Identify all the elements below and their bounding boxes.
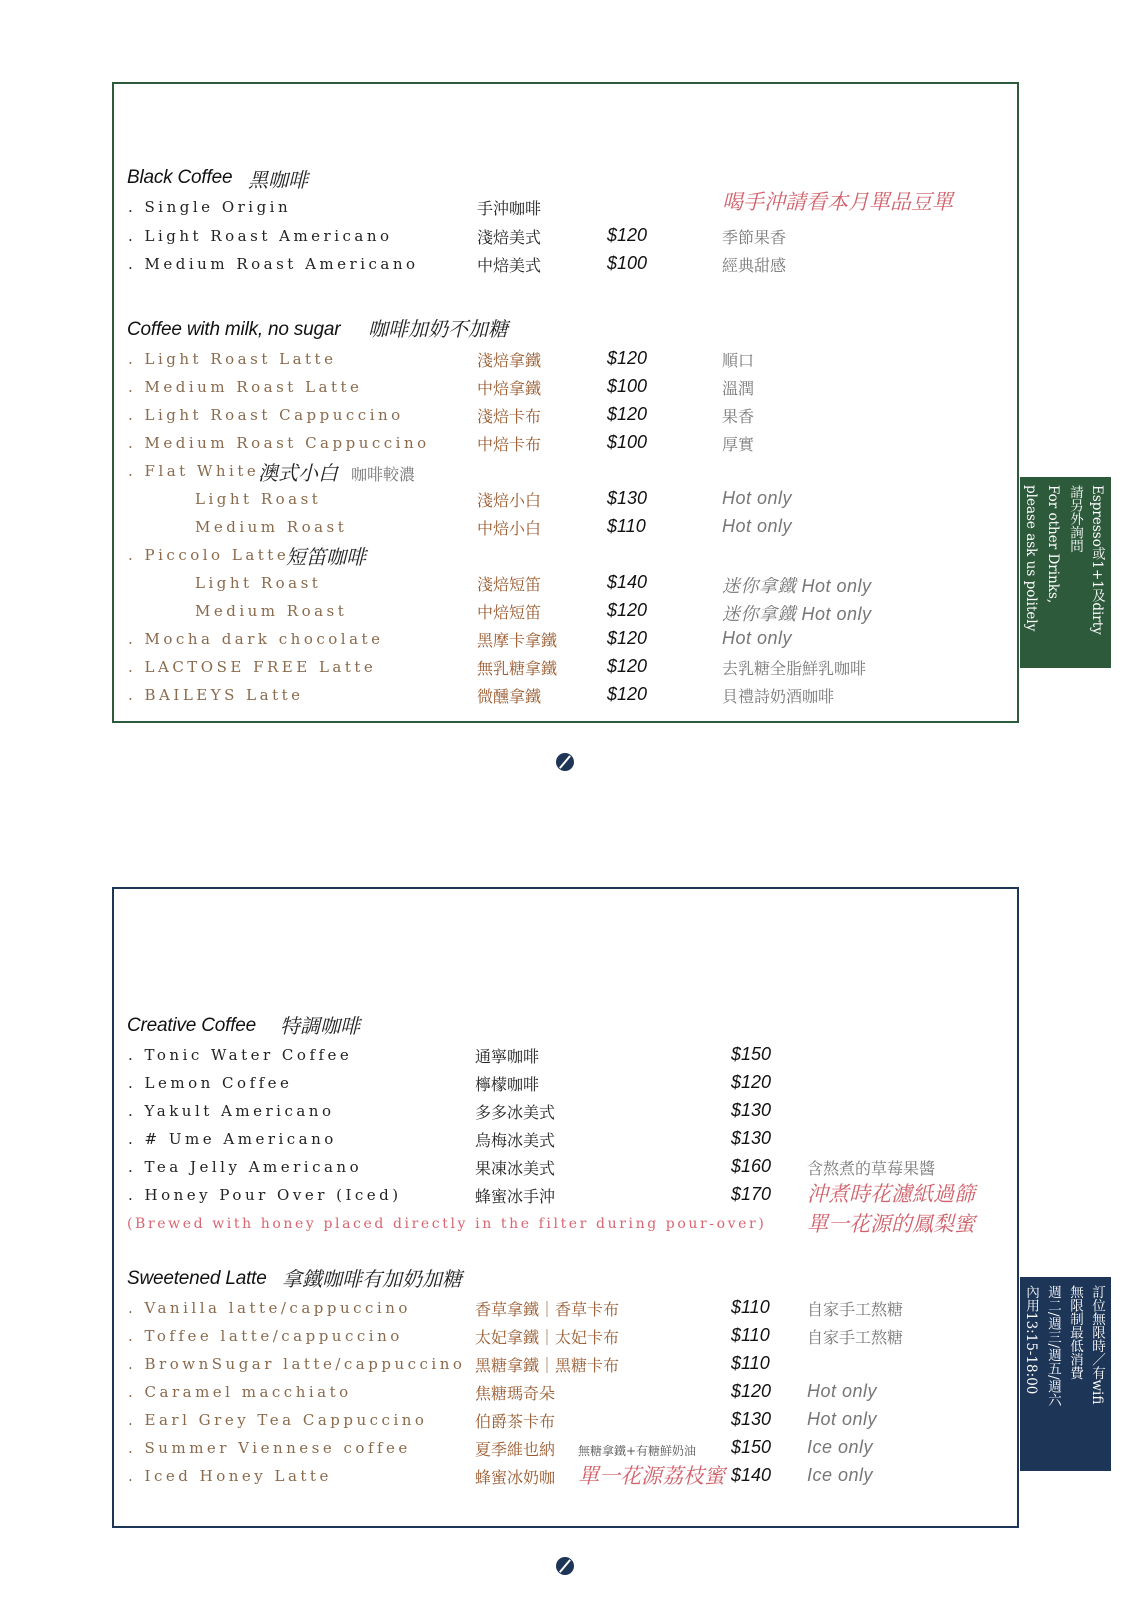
menu-item-note: 去乳糖全脂鮮乳咖啡 — [722, 659, 867, 678]
menu-item-price: $130 — [731, 1128, 772, 1148]
menu-item-note: 喝手沖請看本月單品豆單 — [722, 190, 953, 214]
menu-item-name: . Mocha dark chocolate — [128, 630, 384, 648]
menu-item-note: 迷你拿鐵 Hot only — [722, 576, 872, 596]
menu-item-zh: 中焙小白 — [477, 519, 542, 538]
section-title-black-coffee-zh: 黑咖啡 — [248, 168, 308, 192]
side-tab-line: 週二/週三/週五/週六 — [1045, 1285, 1061, 1407]
menu-item-name: . Light Roast Americano — [128, 227, 393, 245]
menu-item-name: . Single Origin — [128, 198, 292, 216]
menu-item-price: $120 — [607, 348, 648, 368]
menu-item-price: $150 — [731, 1437, 772, 1457]
menu-item-name: . Toffee latte/cappuccino — [128, 1327, 403, 1345]
menu-item-name: . Iced Honey Latte — [128, 1467, 332, 1485]
menu-item-name: . Light Roast Cappuccino — [128, 406, 404, 424]
menu-item-zh: 香草拿鐵｜香草卡布 — [475, 1300, 620, 1319]
menu-item-name-hand: 短笛咖啡 — [286, 545, 366, 569]
menu-item-price: $120 — [607, 404, 648, 424]
menu-item-name: Light Roast — [195, 574, 322, 592]
menu-item-note: 沖煮時花濾紙過篩 — [807, 1182, 975, 1206]
menu-item-note: Ice only — [807, 1465, 874, 1485]
side-tab-line: 內用13:15-18:00 — [1023, 1285, 1039, 1395]
menu-item-zh: 蜂蜜冰奶咖 — [475, 1468, 556, 1487]
menu-item-zh: 中焙短笛 — [477, 603, 542, 622]
menu-item-name: . Medium Roast Americano — [128, 255, 419, 273]
brand-logo-icon — [556, 753, 574, 771]
side-tab-line: 無限制最低消費 — [1067, 1285, 1083, 1380]
menu-item-zh: 黑糖拿鐵｜黑糖卡布 — [475, 1356, 620, 1375]
menu-item-zh: 淺焙美式 — [477, 228, 542, 247]
menu-item-name: . Flat White — [128, 462, 260, 480]
menu-item-name: Light Roast — [195, 490, 322, 508]
menu-item-price: $120 — [607, 656, 648, 676]
section-title-black-coffee: Black Coffee — [127, 167, 233, 188]
menu-item-name: . BAILEYS Latte — [128, 686, 304, 704]
menu-item-price: $130 — [731, 1100, 772, 1120]
menu-item-price: $120 — [607, 684, 648, 704]
menu-item-price: $140 — [607, 572, 648, 592]
side-tab-reservation-info — [1020, 1277, 1111, 1471]
menu-item-zh: 淺焙小白 — [477, 491, 542, 510]
menu-item-note: 含熬煮的草莓果醬 — [807, 1159, 936, 1178]
menu-item-zh: 手沖咖啡 — [477, 199, 542, 218]
side-tab-line: 請另外詢問 — [1067, 485, 1083, 553]
menu-item-name: Medium Roast — [195, 518, 348, 536]
menu-item-zh-hand: 單一花源荔枝蜜 — [578, 1464, 725, 1488]
menu-item-price: $120 — [607, 225, 648, 245]
menu-item-name-hand: 澳式小白 — [258, 461, 338, 485]
menu-item-note: 溫潤 — [722, 379, 755, 398]
menu-item-note: Hot only — [722, 628, 793, 648]
menu-item-zh: 微醺拿鐵 — [477, 687, 542, 706]
section-title-milk-coffee: Coffee with milk, no sugar — [127, 319, 341, 340]
section-title-sweetened: Sweetened Latte — [127, 1268, 267, 1289]
menu-item-name: . Caramel macchiato — [128, 1383, 352, 1401]
menu-item-zh: 中焙美式 — [477, 256, 542, 275]
menu-item-zh: 黑摩卡拿鐵 — [477, 631, 558, 650]
menu-item-zh: 淺焙卡布 — [477, 407, 542, 426]
side-tab-line: For other Drinks, — [1045, 485, 1061, 604]
menu-item-price: $120 — [731, 1381, 772, 1401]
menu-item-zh: 夏季維也納 — [475, 1440, 556, 1459]
menu-item-price: $110 — [607, 516, 646, 536]
section-title-creative: Creative Coffee — [127, 1015, 257, 1036]
menu-item-note: Hot only — [807, 1409, 878, 1429]
menu-item-price: $170 — [731, 1184, 772, 1204]
honey-pour-over-note-zh: 單一花源的鳳梨蜜 — [807, 1212, 975, 1236]
menu-item-note: 經典甜感 — [722, 256, 787, 275]
menu-item-zh: 中焙拿鐵 — [477, 379, 542, 398]
menu-item-price: $100 — [607, 432, 648, 452]
side-tab-line: please ask us politely — [1023, 485, 1039, 632]
menu-item-name: . # Ume Americano — [128, 1130, 337, 1148]
menu-item-zh: 果凍冰美式 — [475, 1159, 556, 1178]
side-tab-line: 訂位無限時／有wifi — [1089, 1285, 1105, 1405]
menu-item-name: . Medium Roast Latte — [128, 378, 363, 396]
menu-item-zh: 太妃拿鐵｜太妃卡布 — [475, 1328, 620, 1347]
menu-item-name: Medium Roast — [195, 602, 348, 620]
menu-item-note: 貝禮詩奶酒咖啡 — [722, 687, 835, 706]
menu-item-price: $100 — [607, 253, 648, 273]
menu-item-price: $120 — [607, 628, 648, 648]
side-tab-other-drinks — [1020, 477, 1111, 668]
menu-item-price: $120 — [607, 600, 648, 620]
menu-item-note: 果香 — [722, 407, 755, 426]
menu-item-zh: 中焙卡布 — [477, 435, 542, 454]
menu-item-note: Hot only — [722, 488, 793, 508]
menu-item-note: Hot only — [722, 516, 793, 536]
brand-logo-icon — [556, 1557, 574, 1575]
menu-item-note: 厚實 — [722, 435, 755, 454]
menu-item-note: 自家手工熬糖 — [807, 1300, 904, 1319]
menu-item-note: 季節果香 — [722, 228, 787, 247]
menu-item-price: $150 — [731, 1044, 772, 1064]
menu-item-price: $130 — [731, 1409, 772, 1429]
menu-item-name: . Tea Jelly Americano — [128, 1158, 363, 1176]
menu-item-name: . Light Roast Latte — [128, 350, 337, 368]
menu-item-name: . LACTOSE FREE Latte — [128, 658, 377, 676]
menu-item-name: . Medium Roast Cappuccino — [128, 434, 430, 452]
section-title-sweetened-zh: 拿鐵咖啡有加奶加糖 — [282, 1267, 462, 1291]
menu-item-zh: 烏梅冰美式 — [475, 1131, 556, 1150]
menu-item-zh: 焦糖瑪奇朵 — [475, 1384, 556, 1403]
menu-item-price: $120 — [731, 1072, 772, 1092]
menu-item-name: . Piccolo Latte — [128, 546, 290, 564]
menu-item-note: 自家手工熬糖 — [807, 1328, 904, 1347]
menu-item-name: . Tonic Water Coffee — [128, 1046, 353, 1064]
menu-item-name: . Summer Viennese coffee — [128, 1439, 411, 1457]
menu-item-zh: 淺焙拿鐵 — [477, 351, 542, 370]
honey-pour-over-note: (Brewed with honey placed directly in the filter during pour-over) — [127, 1216, 767, 1232]
menu-item-price: $140 — [731, 1465, 772, 1485]
menu-item-name: . BrownSugar latte/cappuccino — [128, 1355, 466, 1373]
section-title-creative-zh: 特調咖啡 — [280, 1014, 360, 1038]
menu-item-zh: 淺焙短笛 — [477, 575, 542, 594]
menu-item-zh: 檸檬咖啡 — [475, 1075, 540, 1094]
menu-item-zh: 伯爵茶卡布 — [475, 1412, 556, 1431]
menu-item-zh: 通寧咖啡 — [475, 1047, 540, 1066]
menu-item-name-note: 咖啡較濃 — [351, 465, 416, 484]
side-tab-line: Espresso或1+1及dirty — [1089, 485, 1105, 635]
menu-item-name: . Lemon Coffee — [128, 1074, 293, 1092]
section-title-milk-coffee-zh: 咖啡加奶不加糖 — [368, 317, 508, 341]
menu-item-zh-small: 無糖拿鐵+有糖鮮奶油 — [578, 1444, 697, 1458]
menu-item-name: . Earl Grey Tea Cappuccino — [128, 1411, 428, 1429]
menu-item-price: $160 — [731, 1156, 772, 1176]
menu-item-price: $110 — [731, 1297, 770, 1317]
menu-item-name: . Honey Pour Over (Iced) — [128, 1186, 402, 1204]
menu-item-price: $110 — [731, 1353, 770, 1373]
menu-item-price: $130 — [607, 488, 648, 508]
menu-item-note: Ice only — [807, 1437, 874, 1457]
menu-item-note: 迷你拿鐵 Hot only — [722, 604, 872, 624]
menu-item-zh: 無乳糖拿鐵 — [477, 659, 558, 678]
menu-item-name: . Yakult Americano — [128, 1102, 335, 1120]
menu-item-price: $110 — [731, 1325, 770, 1345]
menu-item-price: $100 — [607, 376, 648, 396]
menu-item-note: Hot only — [807, 1381, 878, 1401]
menu-item-note: 順口 — [722, 351, 755, 370]
menu-item-zh: 多多冰美式 — [475, 1103, 556, 1122]
menu-item-name: . Vanilla latte/cappuccino — [128, 1299, 411, 1317]
menu-item-zh: 蜂蜜冰手沖 — [475, 1187, 556, 1206]
